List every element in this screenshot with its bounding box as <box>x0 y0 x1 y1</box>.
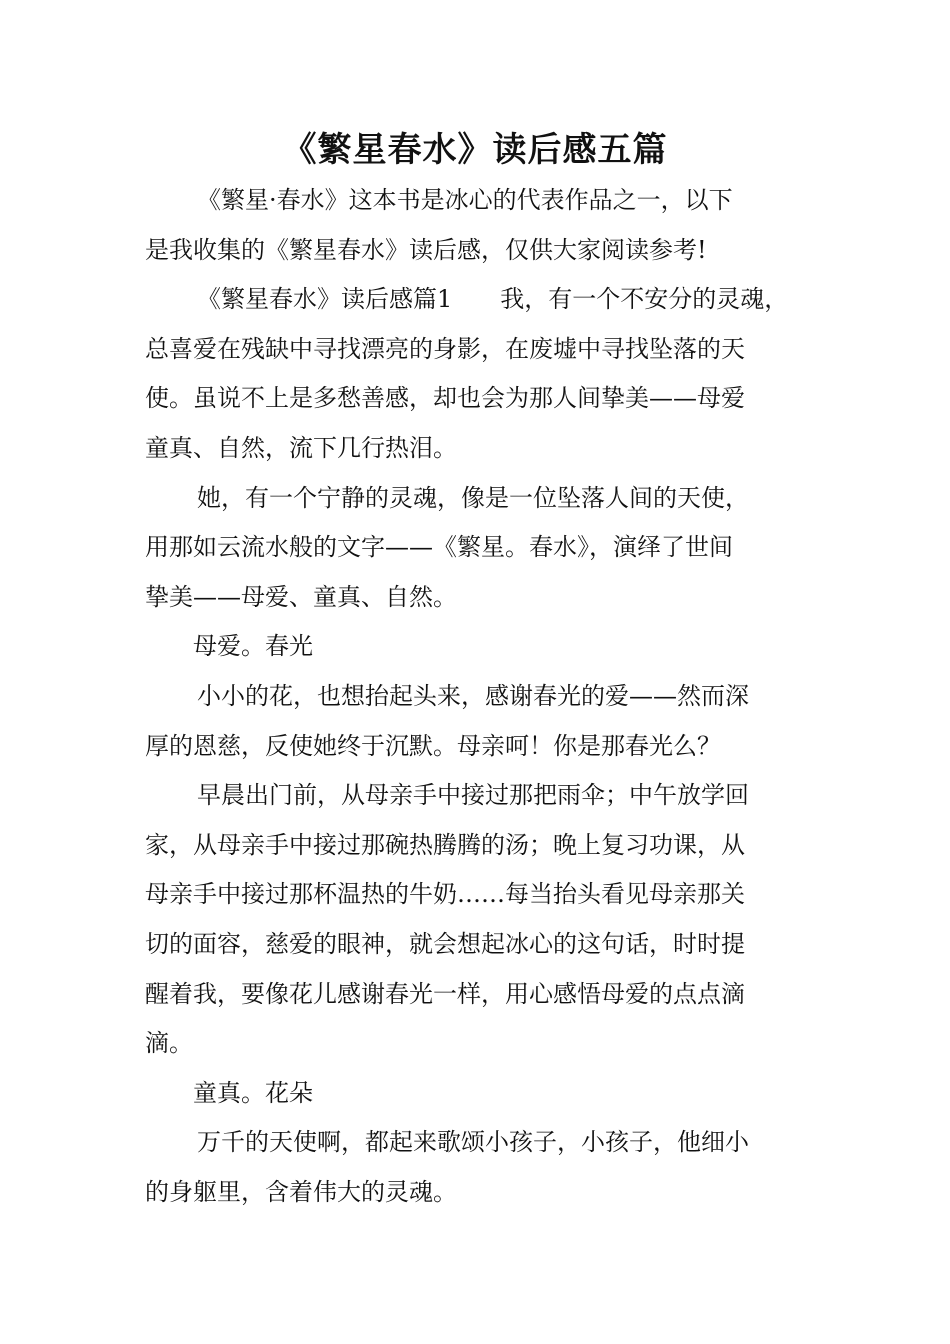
paragraph-line: 母亲手中接过那杯温热的牛奶……每当抬头看见母亲那关 <box>145 880 745 909</box>
paragraph-line: 使。虽说不上是多愁善感，却也会为那人间挚美——母爱 <box>145 384 745 413</box>
paragraph-line: 《繁星·春水》这本书是冰心的代表作品之一，以下 <box>197 186 733 214</box>
paragraph-line: 是我收集的《繁星春水》读后感，仅供大家阅读参考! <box>145 235 707 264</box>
paragraph-line: 早晨出门前，从母亲手中接过那把雨伞；中午放学回 <box>197 781 749 810</box>
paragraph-line: 切的面容，慈爱的眼神，就会想起冰心的这句话，时时提 <box>145 929 745 958</box>
paragraph-line: 醒着我，要像花儿感谢春光一样，用心感悟母爱的点点滴 <box>145 979 745 1008</box>
paragraph-line: 小小的花，也想抬起头来，感谢春光的爱——然而深 <box>197 681 749 710</box>
paragraph-line <box>145 275 815 325</box>
section-heading: 《繁星春水》读后感篇1 <box>197 285 453 314</box>
paragraph-line: 厚的恩慈，反使她终于沉默。母亲呵！你是那春光么？ <box>145 731 721 760</box>
document-body <box>145 176 815 1217</box>
paragraph-line: 的身躯里，含着伟大的灵魂。 <box>145 1177 457 1206</box>
paragraph-line: 她，有一个宁静的灵魂，像是一位坠落人间的天使， <box>197 483 749 512</box>
document-title: 《繁星春水》读后感五篇 <box>282 130 668 170</box>
paragraph-line: 滴。 <box>145 1029 193 1058</box>
paragraph-line: 万千的天使啊，都起来歌颂小孩子，小孩子，他细小 <box>197 1128 749 1157</box>
paragraph-line: 家，从母亲手中接过那碗热腾腾的汤；晚上复习功课，从 <box>145 830 745 859</box>
paragraph-line: 挚美——母爱、童真、自然。 <box>145 582 457 611</box>
paragraph-line: 用那如云流水般的文字——《繁星。春水》，演绎了世间 <box>145 533 733 562</box>
paragraph-line: 总喜爱在残缺中寻找漂亮的身影，在废墟中寻找坠落的天 <box>145 334 745 363</box>
paragraph-text: 我，有一个不安分的灵魂， <box>500 285 789 314</box>
paragraph-line: 童真、自然，流下几行热泪。 <box>145 433 457 462</box>
subheading: 母爱。春光 <box>193 632 313 661</box>
subheading: 童真。花朵 <box>193 1078 313 1107</box>
